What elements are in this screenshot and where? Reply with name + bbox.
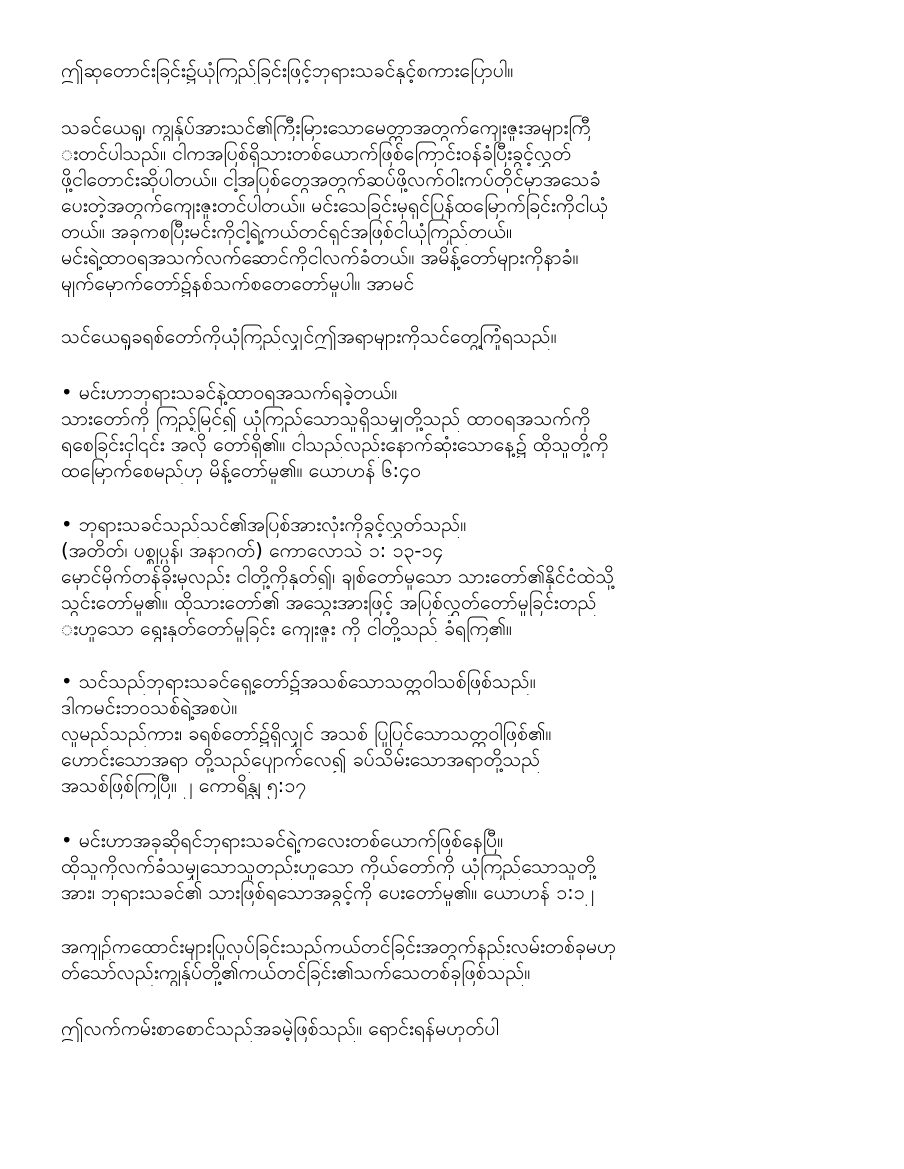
eternal-life-section (61, 380, 831, 484)
text-line: မှောင်မိုက်တန်ခိုးမှလည်း ငါတို့ကိုနုတ်၍၊ ချစ်တော်မူသော သားတော်၏နိုင်ငံထဲသို့ (61, 565, 615, 588)
text-line: (အတိတ်၊ ပစ္စုပ္ပန်၊ အနာဂတ်) ကောလောသဲ ၁: ၁၃-၁၄ (61, 539, 444, 562)
text-line: သွင်းတော်မူ၏။ ထိုသားတော်၏ အသွေးအားဖြင့် အပြစ်လွှတ်တော်မူခြင်းတည် (61, 591, 597, 614)
free-tract-notice (61, 1016, 831, 1042)
text-line: သင်ယေရှုခရစ်တော်ကိုယုံကြည်လျှင်ဤအရာများကိုသင်တွေ့ကြုံရသည်။ (61, 325, 557, 348)
text-line: ထိုသူကိုလက်ခံသမျှသောသူတည်းဟူသော ကိုယ်တော်ကို ယုံကြည်သောသူတို့ (61, 855, 596, 878)
text-line: အား၊ ဘုရားသခင်၏ သားဖြစ်ရသောအခွင့်ကို ပေးတော်မူ၏။ ယောဟန် ၁:၁၂ (61, 881, 595, 904)
text-line: ထမြောက်စေမည်ဟု မိန့်တော်မူ၏။ ယောဟန် ၆:၄၀ (61, 459, 421, 482)
text-line: းဟူသော ရွေးနုတ်တော်မူခြင်း ကျေးဇူး ကို ငါတို့သည် ခံရကြ၏။ (61, 617, 512, 640)
child-of-god-section (61, 828, 831, 906)
document-body (61, 58, 831, 1042)
text-line: မျက်မှောက်တော်၌နစ်သက်စတေတော်မူပါ။ အာမင် (61, 272, 415, 295)
text-line: ဤလက်ကမ်းစာစောင်သည်အခမဲ့ဖြစ်သည်။ ရောင်းရန်မဟုတ်ပါ (61, 1017, 499, 1040)
text-line: တယ်။ အခုကစပြီးမင်းကိုငါ့ရဲ့ကယ်တင်ရှင်အဖြစ်ငါယုံကြည်တယ်။ (61, 220, 512, 243)
text-line: ပေးတဲ့အတွက်ကျေးဇူးတင်ပါတယ်။ မင်းသေခြင်းမှရှင်ပြန်ထမြောက်ခြင်းကိုငါယုံ (61, 194, 608, 217)
promises-heading (61, 324, 831, 350)
good-works-note (61, 934, 831, 986)
text-line: မင်းရဲ့ထာဝရအသက်လက်ဆောင်ကိုငါလက်ခံတယ်။ အမိန့်တော်များကိုနာခံ။ (61, 246, 579, 269)
prayer-paragraph (61, 115, 831, 297)
text-line: ဖို့ငါတောင်းဆိုပါတယ်။ ငါ့အပြစ်တွေအတွက်ဆပ်ဖို့လက်ဝါးကပ်တိုင်မှာအသေခံ (61, 168, 601, 191)
intro-instruction (61, 58, 831, 84)
text-line: လူမည်သည်ကား၊ ခရစ်တော်၌ရှိလျှင် အသစ် ပြုပြင်သောသတ္တဝါဖြစ်၏။ (61, 722, 552, 745)
forgiveness-section (61, 512, 831, 642)
text-line: းတင်ပါသည်။ ငါကအပြစ်ရှိသားတစ်ယောက်ဖြစ်ကြောင်းဝန်ခံပြီးခွင့်လွှတ် (61, 142, 572, 165)
text-line: သခင်ယေရှု၊ ကျွန်ုပ်အားသင်၏ကြီးမြားသောမေတ္တာအတွက်ကျေးဇူးအများကြီ (61, 116, 591, 139)
text-line: သားတော်ကို ကြည့်မြင်၍ ယုံကြည်သောသူရှိသမျှတို့သည် ထာဝရအသက်ကို (61, 407, 591, 430)
text-line: ဟောင်းသောအရာ တို့သည်ပျောက်လေ၍ ခပ်သိမ်းသောအရာတို့သည် (61, 748, 541, 771)
text-line: တ်သော်လည်းကျွန်ုပ်တို့၏ကယ်တင်ခြင်း၏သက်သေတစ်ခုဖြစ်သည်။ (61, 961, 531, 984)
text-line: • မင်းဟာအခုဆိုရင်ဘုရားသခင်ရဲ့ကလေးတစ်ယောက်ဖြစ်နေပြီ။ (61, 829, 504, 852)
text-line: • ဘုရားသခင်သည်သင်၏အပြစ်အားလုံးကိုခွင့်လွှတ်သည်။ (61, 513, 467, 536)
text-line: ဤဆုတောင်းခြင်း၌ယုံကြည်ခြင်းဖြင့်ဘုရားသခင်နှင့်စကားပြောပါ။ (61, 59, 514, 82)
text-line: အသစ်ဖြစ်ကြပြီ။ ၂ ကောရိန္သု ၅:၁၇ (61, 774, 307, 797)
text-line: • သင်သည်ဘုရားသခင်ရှေ့တော်၌အသစ်သောသတ္တဝါသစ်ဖြစ်သည်။ (61, 670, 536, 693)
text-line: • မင်းဟာဘုရားသခင်နဲ့ထာဝရအသက်ရခဲ့တယ်။ (61, 381, 398, 404)
text-line: ရစေခြင်းငှါ၎င်း အလို တော်ရှိ၏။ ငါသည်လည်းနောက်ဆုံးသောနေ့၌ ထိုသူတို့ကို (61, 433, 609, 456)
text-line: အကျဉ်ကထောင်းများပြုလုပ်ခြင်းသည်ကယ်တင်ခြင်းအတွက်နည်းလမ်းတစ်ခုမဟု (61, 935, 617, 958)
text-line: ဒါကမင်းဘဝသစ်ရဲ့အစပဲ။ (61, 696, 238, 719)
new-creation-section (61, 669, 831, 799)
